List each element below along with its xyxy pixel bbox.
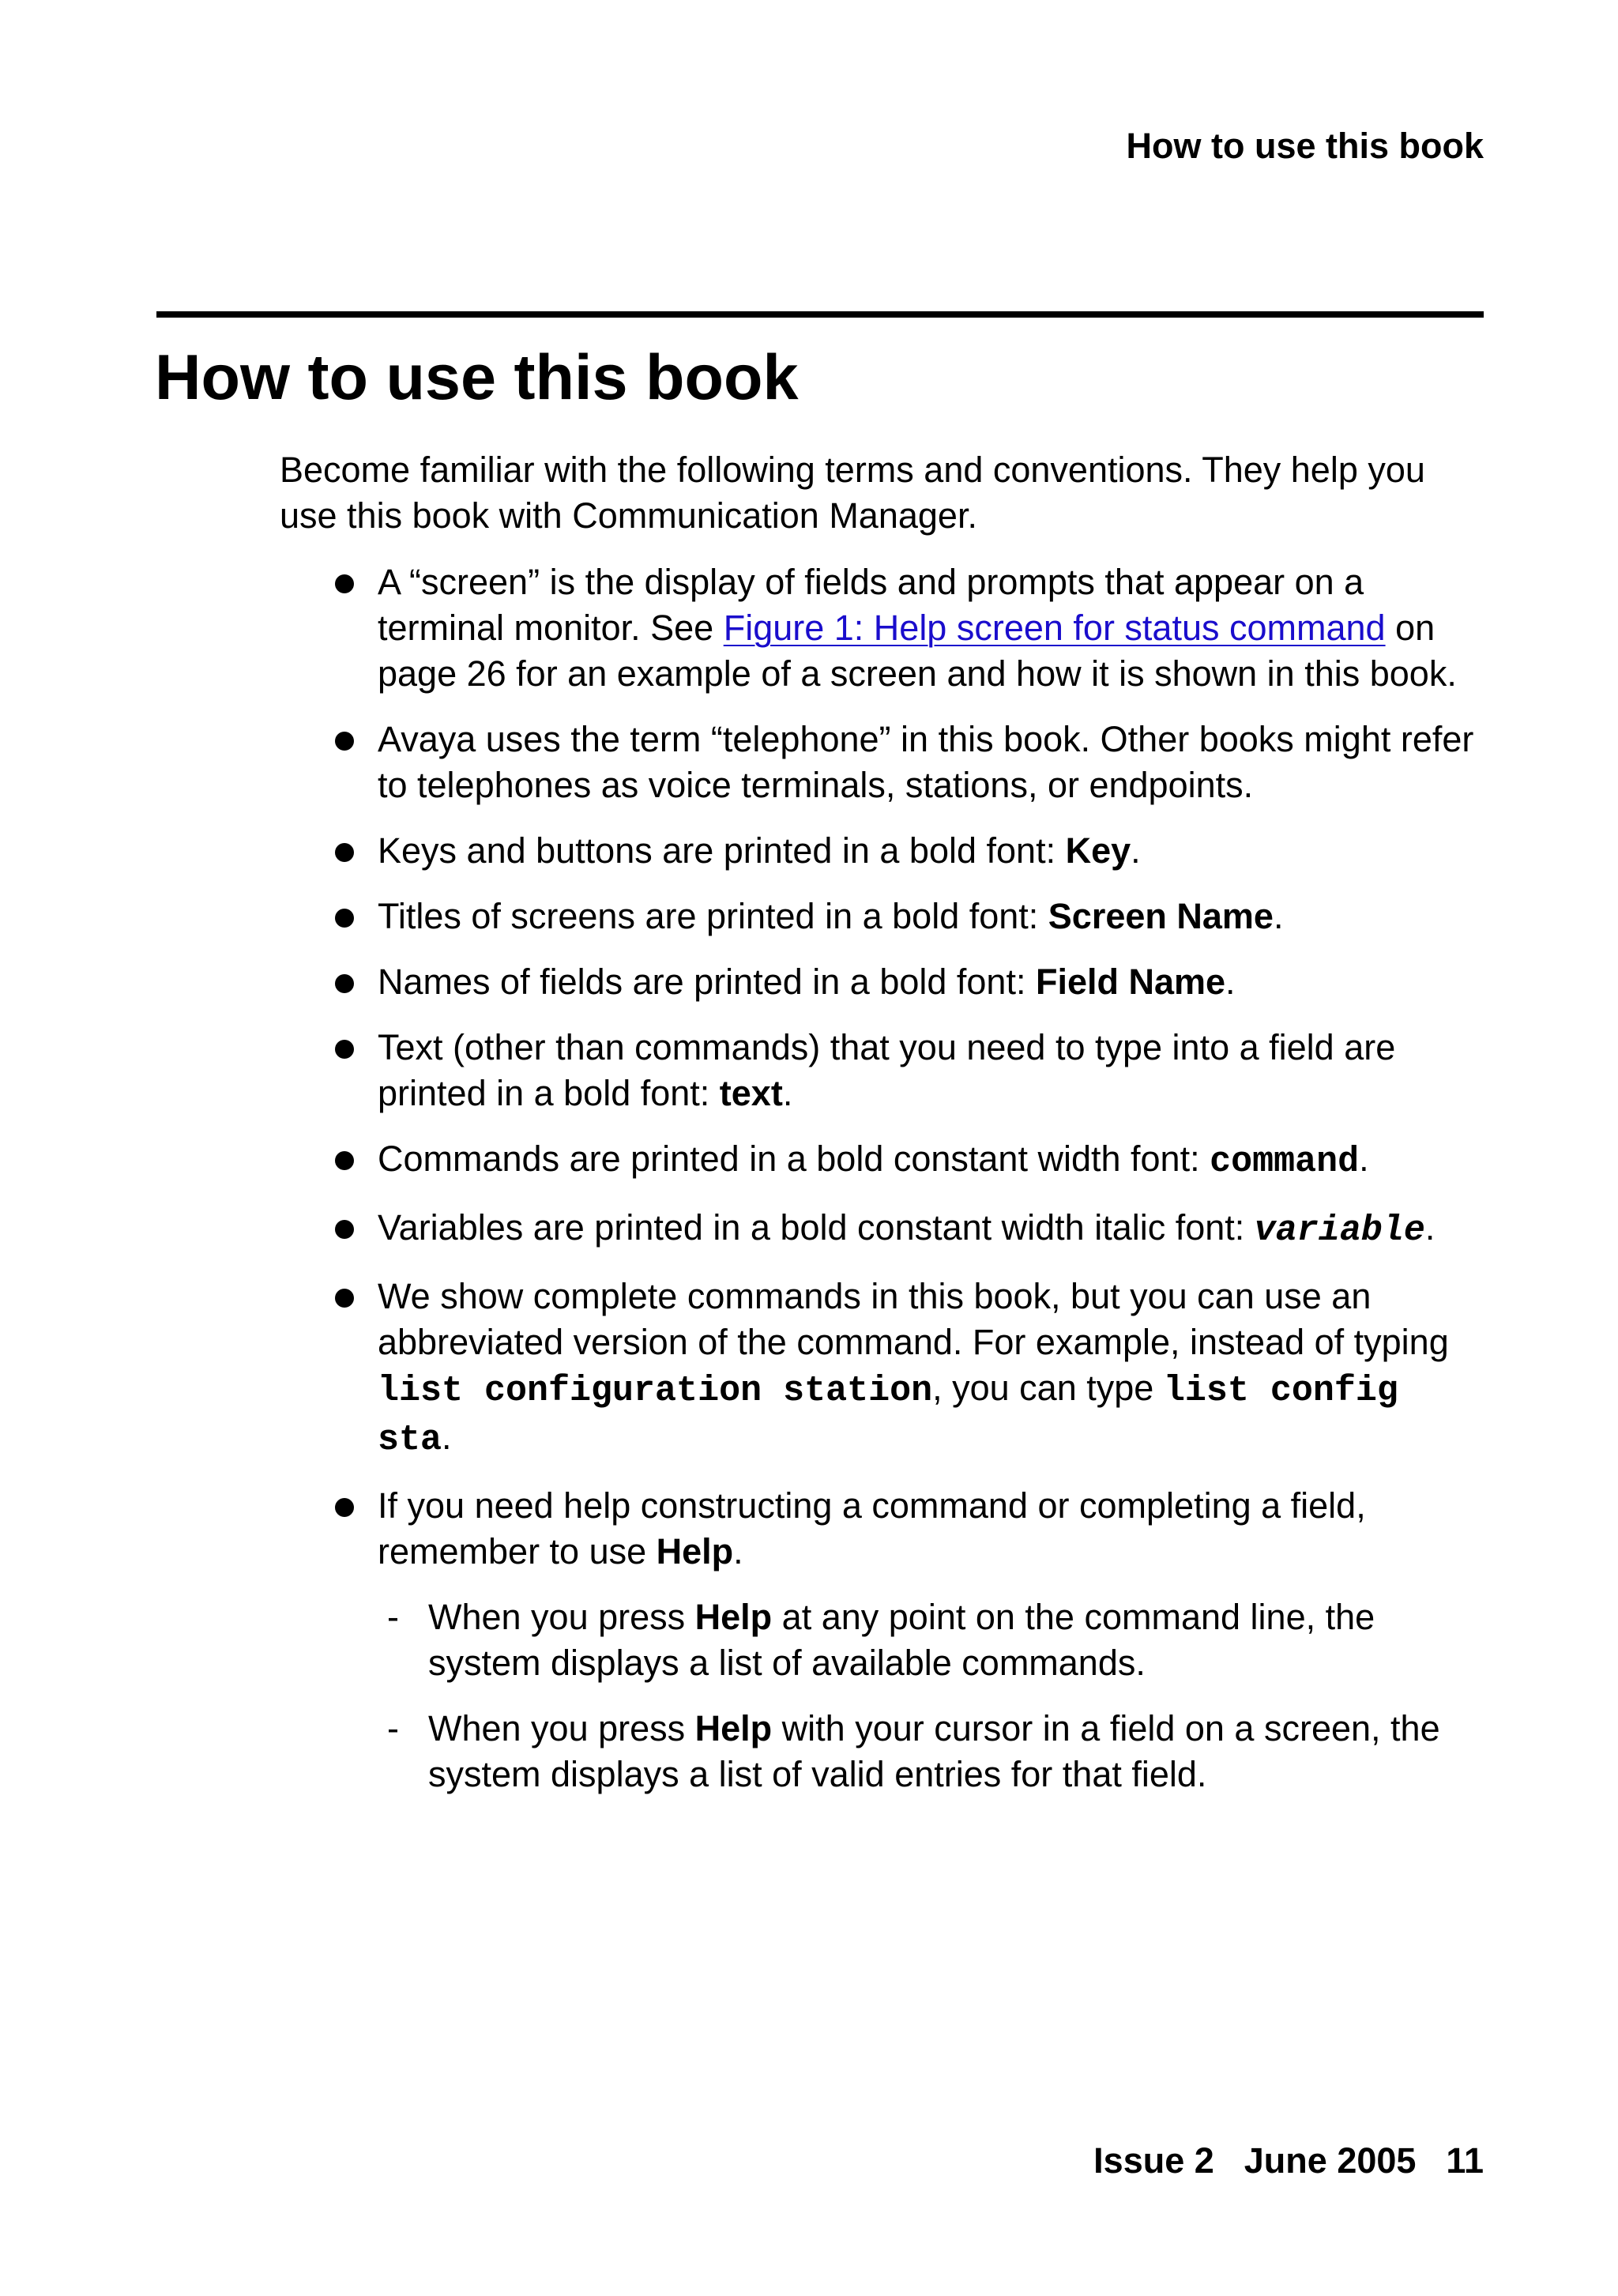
bullet-icon [335, 974, 354, 993]
bullet-icon [335, 1040, 354, 1059]
mono-italic-example: variable [1254, 1210, 1425, 1251]
bold-example: Help [656, 1531, 734, 1571]
list-item-text: If you need help constructing a command or completing a field, remember to use [378, 1485, 1366, 1571]
list-item-screen [280, 559, 1481, 697]
list-item-telephone [280, 717, 1481, 808]
bullet-icon [335, 1220, 354, 1239]
sub-item-text: When you press [428, 1708, 695, 1748]
sub-list-item [378, 1706, 1481, 1797]
list-item-text: Titles of screens are printed in a bold font: [378, 896, 1048, 936]
list-item-text: Names of fields are printed in a bold font: [378, 962, 1036, 1002]
bullet-icon [335, 1498, 354, 1517]
list-item-help [280, 1483, 1481, 1797]
list-item-text: Keys and buttons are printed in a bold font: [378, 830, 1066, 871]
page-number: 11 [1446, 2140, 1484, 2181]
list-item-titles [280, 894, 1481, 939]
list-item-text: , you can type [932, 1368, 1164, 1408]
bullet-icon [335, 1289, 354, 1308]
list-item-keys [280, 828, 1481, 874]
bullet-icon [335, 574, 354, 593]
list-item-commands [280, 1136, 1481, 1185]
punctuation: . [1424, 1207, 1436, 1248]
list-item-text: Avaya uses the term “telephone” in this book. Other books might refer to telephones as voice terminals, stations, or endpoints. [378, 719, 1474, 805]
sub-item-text: with your cursor in a field on a screen, the system displays a list of valid entries for that field. [428, 1708, 1440, 1794]
running-header: How to use this book [1126, 126, 1484, 166]
issue-date: June 2005 [1244, 2140, 1417, 2181]
list-item-text: Commands are printed in a bold constant width font: [378, 1139, 1210, 1179]
sub-item-text: at any point on the command line, the system displays a list of available commands. [428, 1597, 1375, 1683]
list-item-text: We show complete commands in this book, but you can use an abbreviated version of the command. For example, instead of typing [378, 1276, 1449, 1362]
punctuation: . [1131, 830, 1141, 871]
figure-1-link[interactable]: Figure 1: Help screen for status command [723, 608, 1386, 648]
punctuation: . [1359, 1139, 1369, 1179]
bold-example: Screen Name [1048, 896, 1274, 936]
help-sub-list [378, 1594, 1481, 1797]
punctuation: . [733, 1531, 743, 1571]
list-item-variables [280, 1205, 1481, 1254]
issue-label: Issue 2 [1093, 2140, 1214, 2181]
list-item-text-entry [280, 1025, 1481, 1116]
list-item-text: A “screen” is the display of fields and prompts that appear on a terminal monitor. See [378, 562, 1364, 648]
title-rule [156, 311, 1484, 318]
bold-example: Help [694, 1708, 773, 1748]
bold-example: Key [1065, 830, 1131, 871]
punctuation: . [1273, 896, 1284, 936]
conventions-list [280, 559, 1481, 1797]
list-item-text: Variables are printed in a bold constant width italic font: [378, 1207, 1255, 1248]
punctuation: . [442, 1417, 452, 1457]
sub-item-text: When you press [428, 1597, 695, 1637]
sub-list-item [378, 1594, 1481, 1686]
intro-paragraph: Become familiar with the following terms and conventions. They help you use this book with Communication Manager. [280, 450, 1425, 536]
list-item-text: on page 26 for an example of a screen and how it is shown in this book. [378, 608, 1457, 694]
list-item-text: Text (other than commands) that you need to type into a field are printed in a bold font: [378, 1027, 1396, 1113]
mono-example: command [1210, 1142, 1360, 1182]
bullet-icon [335, 1151, 354, 1170]
mono-example: list configuration station [378, 1371, 933, 1411]
punctuation: . [1225, 962, 1236, 1002]
bullet-icon [335, 732, 354, 751]
bullet-icon [335, 909, 354, 928]
page-footer [1093, 2140, 1484, 2181]
bold-example: Help [694, 1597, 773, 1637]
punctuation: . [782, 1073, 793, 1113]
list-item-abbreviations [280, 1274, 1481, 1463]
main-content [280, 447, 1481, 1817]
dash-marker: - [387, 1708, 399, 1748]
bold-example: Field Name [1035, 962, 1226, 1002]
mono-example: list config sta [378, 1371, 1398, 1460]
dash-marker: - [387, 1597, 399, 1637]
bold-example: text [719, 1073, 783, 1113]
list-item-fields [280, 959, 1481, 1005]
page-title: How to use this book [155, 342, 799, 413]
bullet-icon [335, 843, 354, 862]
